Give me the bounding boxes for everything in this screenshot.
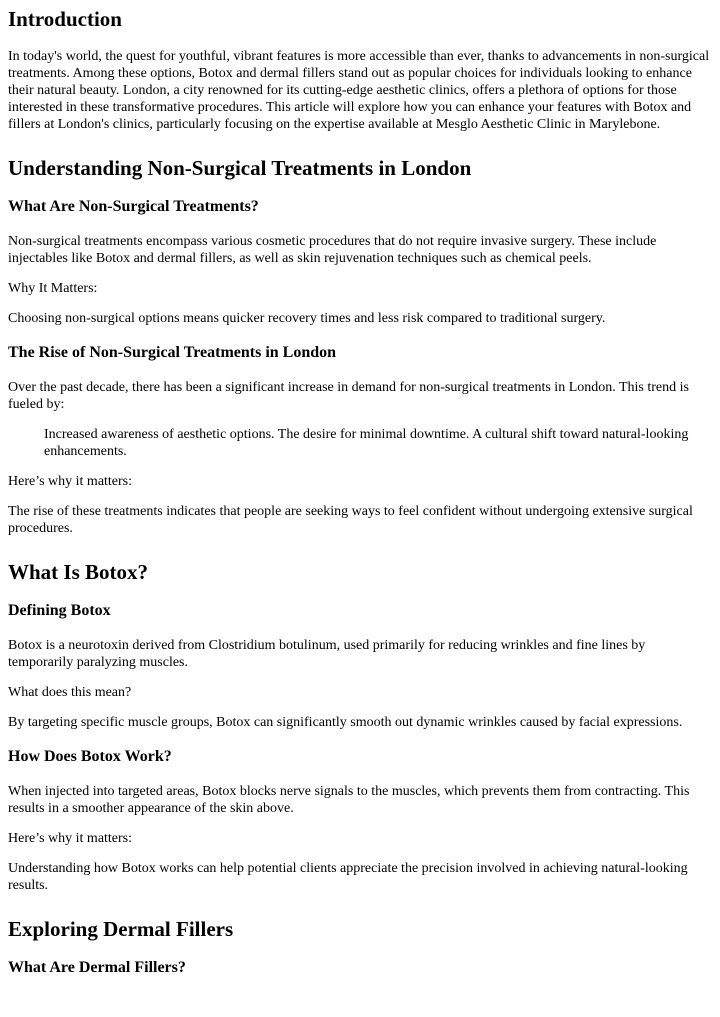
intro-heading: Introduction bbox=[8, 7, 122, 31]
botox-heading: What Is Botox? bbox=[8, 560, 149, 584]
defining-botox-heading: Defining Botox bbox=[8, 602, 111, 619]
understanding-heading: Understanding Non-Surgical Treatments in London bbox=[8, 156, 472, 180]
how-botox-works-paragraph: When injected into targeted areas, Botox blocks nerve signals to the muscles, which prevents them from contracting. This results in a smoother appearance of the skin above. bbox=[8, 784, 690, 816]
what-are-fillers-heading: What Are Dermal Fillers? bbox=[8, 959, 186, 976]
why-it-matters-label: Why It Matters: bbox=[8, 281, 98, 296]
what-are-nonsurgical-heading: What Are Non-Surgical Treatments? bbox=[8, 198, 259, 215]
botox-why-label: Here’s why it matters: bbox=[8, 831, 133, 846]
defining-botox-paragraph: Botox is a neurotoxin derived from Clostridium botulinum, used primarily for reducing wrinkles and fine lines by temporarily paralyzing muscles. bbox=[8, 638, 646, 670]
intro-paragraph: In today's world, the quest for youthful, vibrant features is more accessible than ever, thanks to advancements in non-surgical treatments. Among these options, Botox and dermal fillers stand out as popular choices for individuals looking to enhance their natural beauty. London, a city renowned for its cutting-edge aesthetic clinics, offers a plethora of options for those interested in these transformative procedures. This article will explore how you can enhance your features with Botox and fillers at London's clinics, particularly focusing on the expertise available at Mesglo Aesthetic Clinic in Marylebone. bbox=[8, 49, 710, 132]
fillers-heading: Exploring Dermal Fillers bbox=[8, 917, 234, 941]
what-are-nonsurgical-paragraph: Non-surgical treatments encompass various cosmetic procedures that do not require invasive surgery. These include injectables like Botox and dermal fillers, as well as skin rejuvenation techniques such as chemical peels. bbox=[8, 234, 657, 266]
botox-why-text: Understanding how Botox works can help potential clients appreciate the precision involved in achieving natural-looking results. bbox=[8, 861, 688, 893]
rise-paragraph: Over the past decade, there has been a significant increase in demand for non-surgical treatments in London. This trend is fueled by: bbox=[8, 380, 689, 412]
rise-quote: Increased awareness of aesthetic options. The desire for minimal downtime. A cultural shift toward natural-looking enhancements. bbox=[44, 427, 689, 459]
how-botox-works-heading: How Does Botox Work? bbox=[8, 748, 172, 765]
botox-question: What does this mean? bbox=[8, 685, 132, 700]
why-it-matters-text: Choosing non-surgical options means quicker recovery times and less risk compared to traditional surgery. bbox=[8, 311, 606, 326]
rise-heading: The Rise of Non-Surgical Treatments in London bbox=[8, 344, 337, 361]
rise-why-label: Here’s why it matters: bbox=[8, 474, 133, 489]
rise-why-text: The rise of these treatments indicates that people are seeking ways to feel confident without undergoing extensive surgical procedures. bbox=[8, 504, 693, 536]
botox-answer: By targeting specific muscle groups, Botox can significantly smooth out dynamic wrinkles caused by facial expressions. bbox=[8, 715, 683, 730]
